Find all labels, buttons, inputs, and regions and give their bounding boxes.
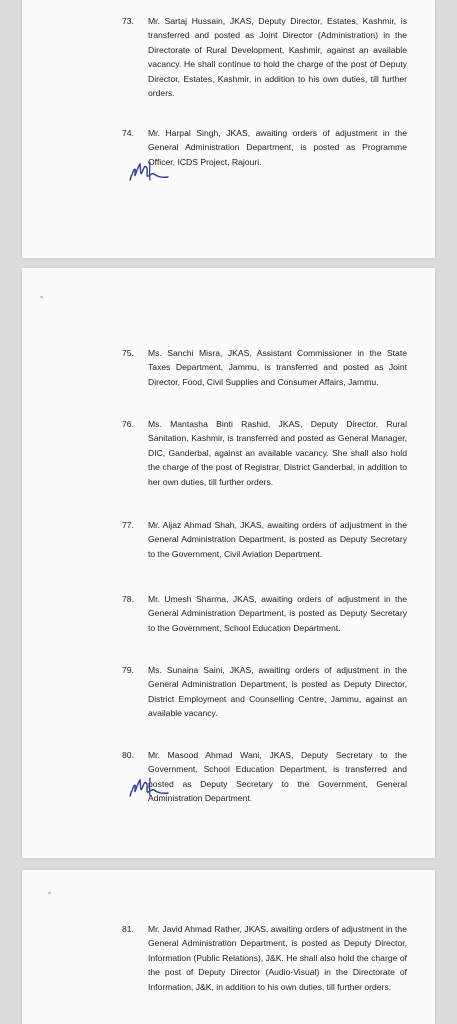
document-page-3 xyxy=(22,870,435,1024)
handwritten-signature xyxy=(126,774,170,804)
order-item-77 xyxy=(122,518,407,561)
order-number: 76. xyxy=(122,419,134,429)
order-number: 73. xyxy=(122,16,134,26)
paper-speck xyxy=(40,296,43,298)
order-text: Ms. Mantasha Binti Rashid, JKAS, Deputy Director, Rural Sanitation, Kashmir, is transferred and posted as General Manager, DIC, Ganderbal, against an available vacancy. She shall also hold the charge of the post of Registrar, District Ganderbal, in addition to her own duties, till further orders. xyxy=(148,419,407,487)
order-item-74 xyxy=(122,126,407,169)
order-number: 77. xyxy=(122,520,134,530)
order-text: Mr. Aijaz Ahmad Shah, JKAS, awaiting orders of adjustment in the General Administration Department, is posted as Deputy Secretary to the Government, Civil Aviation Department. xyxy=(148,520,407,559)
order-number: 78. xyxy=(122,594,134,604)
order-number: 75. xyxy=(122,348,134,358)
order-item-76 xyxy=(122,417,407,489)
handwritten-signature xyxy=(126,158,170,188)
order-item-75 xyxy=(122,346,407,389)
order-number: 79. xyxy=(122,665,134,675)
order-text: Mr. Javid Ahmad Rather, JKAS, awaiting orders of adjustment in the General Administration Department, is posted as Deputy Director, Information (Public Relations), J&K. He shall also hold the charge of the post of Deputy Director (Audio-Visual) in the Directorate of Information, J&K, in addition to his own duties, till further orders. xyxy=(148,924,407,992)
order-item-81 xyxy=(122,922,407,994)
document-page-1 xyxy=(22,0,435,258)
order-text: Mr. Sartaj Hussain, JKAS, Deputy Director, Estates, Kashmir, is transferred and posted as Joint Director (Administration) in the Directorate of Rural Development, Kashmir, against an available vacancy. He shall continue to hold the charge of the post of Deputy Director, Estates, Kashmir, in addition to his own duties, till further orders. xyxy=(148,16,407,99)
order-text: Mr. Umesh Sharma, JKAS, awaiting orders of adjustment in the General Administration Department, is posted as Deputy Secretary to the Government, School Education Department. xyxy=(148,594,407,633)
order-number: 74. xyxy=(122,128,134,138)
order-item-79 xyxy=(122,663,407,721)
order-text: Ms. Sanchi Misra, JKAS, Assistant Commissioner in the State Taxes Department, Jammu, is transferred and posted as Joint Director, Food, Civil Supplies and Consumer Affairs, Jammu. xyxy=(148,348,407,387)
paper-speck xyxy=(48,892,51,894)
order-item-73 xyxy=(122,14,407,100)
order-item-78 xyxy=(122,592,407,635)
document-page-2 xyxy=(22,268,435,858)
order-number: 81. xyxy=(122,924,134,934)
order-number: 80. xyxy=(122,750,134,760)
order-text: Mr. Masood Ahmad Wani, JKAS, Deputy Secretary to the Government, School Education Department, is transferred and posted as Deputy Secretary to the Government, General Administration Department. xyxy=(148,750,407,804)
order-text: Mr. Harpal Singh, JKAS, awaiting orders of adjustment in the General Administration Department, is posted as Programme Officer, ICDS Project, Rajouri. xyxy=(148,128,407,167)
order-text: Ms. Sunaina Saini, JKAS, awaiting orders of adjustment in the General Administration Department, is posted as Deputy Director, District Employment and Counselling Centre, Jammu, against an available vacancy. xyxy=(148,665,407,719)
order-item-80 xyxy=(122,748,407,806)
